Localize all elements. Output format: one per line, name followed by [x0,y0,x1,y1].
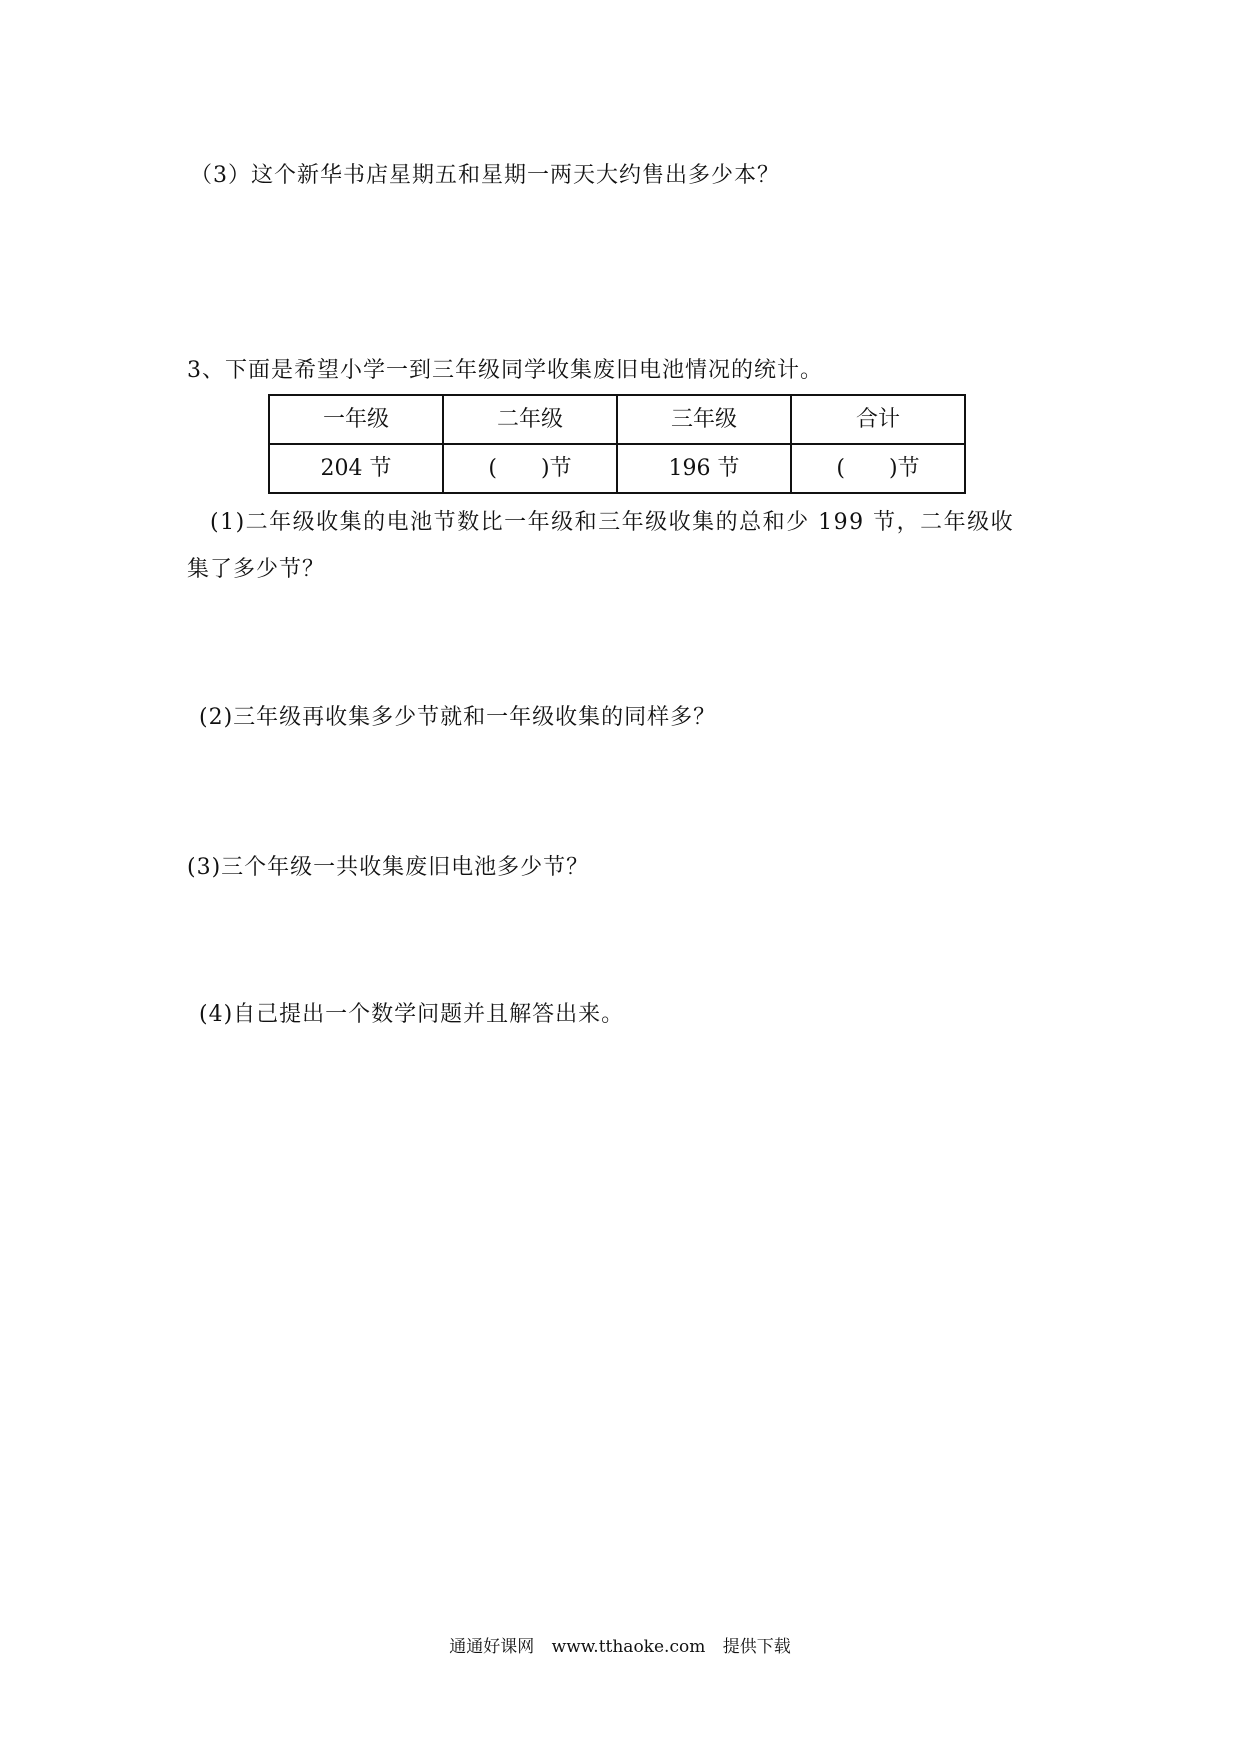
table-value-cell: 204 节 [269,444,443,493]
question-3-sub-3: (3)三个年级一共收集废旧电池多少节？ [187,855,590,880]
question-3-intro: 3、下面是希望小学一到三年级同学收集废旧电池情况的统计。 [187,358,823,383]
page-footer [0,1635,1240,1659]
table-value-row [269,444,965,493]
previous-question-part-3: （3）这个新华书店星期五和星期一两天大约售出多少本？ [190,163,780,188]
table-header-cell: 一年级 [269,395,443,444]
table-header-cell: 合计 [791,395,965,444]
table-header-cell: 二年级 [443,395,617,444]
battery-collection-table [268,394,966,494]
question-3-sub-1-line-2: 集了多少节？ [187,557,326,582]
table-value-cell: 196 节 [617,444,791,493]
table-value-cell-blank: ( )节 [443,444,617,493]
question-3-sub-1-line-1: (1)二年级收集的电池节数比一年级和三年级收集的总和少 199 节，二年级收 [210,510,1015,535]
question-3-sub-4: (4)自己提出一个数学问题并且解答出来。 [199,1002,625,1027]
table-header-cell: 三年级 [617,395,791,444]
question-3-sub-2: (2)三年级再收集多少节就和一年级收集的同样多？ [199,705,717,730]
table-header-row [269,395,965,444]
footer-site-name: 通通好课网 [449,1637,535,1657]
footer-note: 提供下载 [722,1637,791,1657]
table-value-cell-blank: ( )节 [791,444,965,493]
footer-url: www.tthaoke.com [551,1637,706,1657]
